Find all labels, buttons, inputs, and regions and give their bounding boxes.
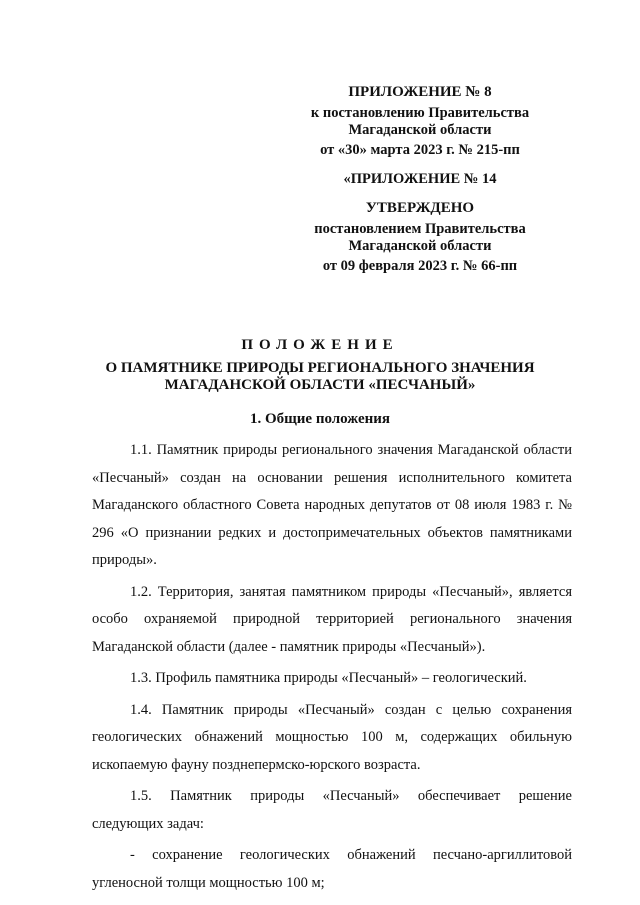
approval-block (300, 200, 540, 275)
resolution-line-1: к постановлению Правительства (310, 105, 530, 121)
bullet-item: - сохранение геологических обнажений песчано-аргиллитовой угленосной толщи мощностью 100 м; (92, 847, 572, 891)
resolution-line-2: Магаданской области (348, 122, 492, 138)
appendix-header (300, 84, 540, 159)
document-title (40, 337, 600, 394)
paragraph-1-5: 1.5. Памятник природы «Песчаный» обеспечивает решение следующих задач: (92, 788, 572, 832)
paragraph-1-3: 1.3. Профиль памятника природы «Песчаный» – геологический. (130, 670, 527, 686)
section-heading: 1. Общие положения (249, 411, 391, 427)
paragraph-1-4: 1.4. Памятник природы «Песчаный» создан с целью сохранения геологических обнажений мощностью 100 м, содержащих обильную ископаемую фауну позднепермско-юрского возраста. (92, 701, 572, 773)
title-line-1: О ПАМЯТНИКЕ ПРИРОДЫ РЕГИОНАЛЬНОГО ЗНАЧЕНИЯ (105, 360, 535, 376)
resolution-date: от «30» марта 2023 г. № 215-пп (320, 142, 520, 158)
approved-by-line-2: Магаданской области (348, 238, 492, 254)
approved-date: от 09 февраля 2023 г. № 66-пп (322, 258, 518, 274)
paragraph-1-2: 1.2. Территория, занятая памятником природы «Песчаный», является особо охраняемой природной территорией регионального значения Магаданской области (далее - памятник природы «Песчаный»). (92, 583, 572, 655)
paragraph-1-1: 1.1. Памятник природы регионального значения Магаданской области «Песчаный» создан на основании решения исполнительного комитета Магаданского областного Совета народных депутатов от 08 июля 1983 г. № 296 «О признании редких и достопримечательных объектов памятниками природы». (92, 442, 572, 568)
appendix-title: ПРИЛОЖЕНИЕ № 8 (348, 84, 492, 100)
section-body (92, 437, 572, 897)
title-word: ПОЛОЖЕНИЕ (241, 337, 399, 353)
title-line-2: МАГАДАНСКОЙ ОБЛАСТИ «ПЕСЧАНЫЙ» (164, 377, 476, 393)
appendix-14-label: «ПРИЛОЖЕНИЕ № 14 (343, 171, 497, 187)
approved-label: УТВЕРЖДЕНО (365, 200, 475, 216)
approved-by-line-1: постановлением Правительства (314, 221, 526, 237)
